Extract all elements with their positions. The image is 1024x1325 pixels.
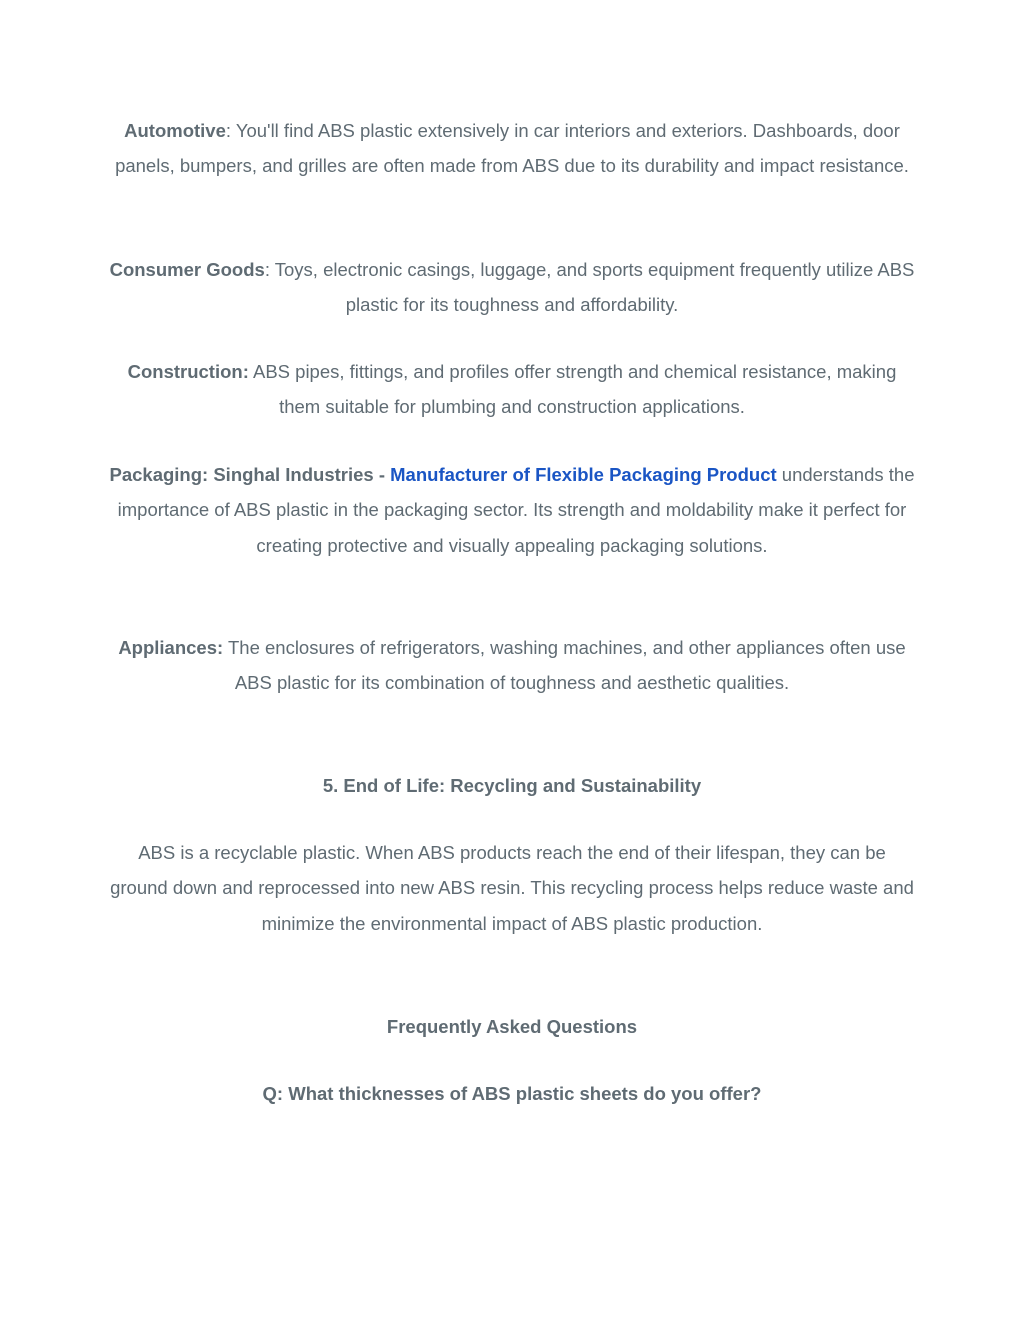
construction-paragraph [108, 354, 916, 425]
construction-label: Construction: [127, 361, 249, 382]
appliances-label: Appliances: [118, 637, 224, 658]
end-of-life-paragraph: ABS is a recyclable plastic. When ABS products reach the end of their lifespan, they can be ground down and reprocessed into new ABS resin. This recycling process helps reduce waste and minimize the environmental impact of ABS plastic production. [110, 842, 914, 934]
packaging-paragraph [108, 457, 916, 563]
faq-question-1: Q: What thicknesses of ABS plastic sheets do you offer? [262, 1083, 762, 1104]
appliances-paragraph [108, 630, 916, 701]
consumer-goods-label: Consumer Goods [109, 259, 265, 280]
automotive-paragraph [108, 113, 916, 184]
faq-heading: Frequently Asked Questions [386, 1016, 638, 1037]
construction-text: ABS pipes, fittings, and profiles offer strength and chemical resistance, making them suitable for plumbing and construction applications. [248, 361, 897, 418]
appliances-text: The enclosures of refrigerators, washing machines, and other appliances often use ABS plastic for its combination of toughness and aesthetic qualities. [223, 637, 906, 694]
automotive-label: Automotive [124, 120, 226, 141]
consumer-goods-text: : Toys, electronic casings, luggage, and sports equipment frequently utilize ABS plastic for its toughness and affordability. [264, 259, 915, 316]
end-of-life-heading: 5. End of Life: Recycling and Sustainability [322, 775, 702, 796]
packaging-text: understands the importance of ABS plastic in the packaging sector. Its strength and moldability make it perfect for creating protective and visually appealing packaging solutions. [117, 464, 915, 556]
automotive-text: : You'll find ABS plastic extensively in car interiors and exteriors. Dashboards, door panels, bumpers, and grilles are often made from ABS due to its durability and impact resistance. [115, 120, 909, 177]
packaging-label: Packaging: Singhal Industries - [109, 464, 391, 485]
consumer-goods-paragraph [108, 252, 916, 323]
flexible-packaging-link[interactable]: Manufacturer of Flexible Packaging Product [390, 464, 777, 485]
